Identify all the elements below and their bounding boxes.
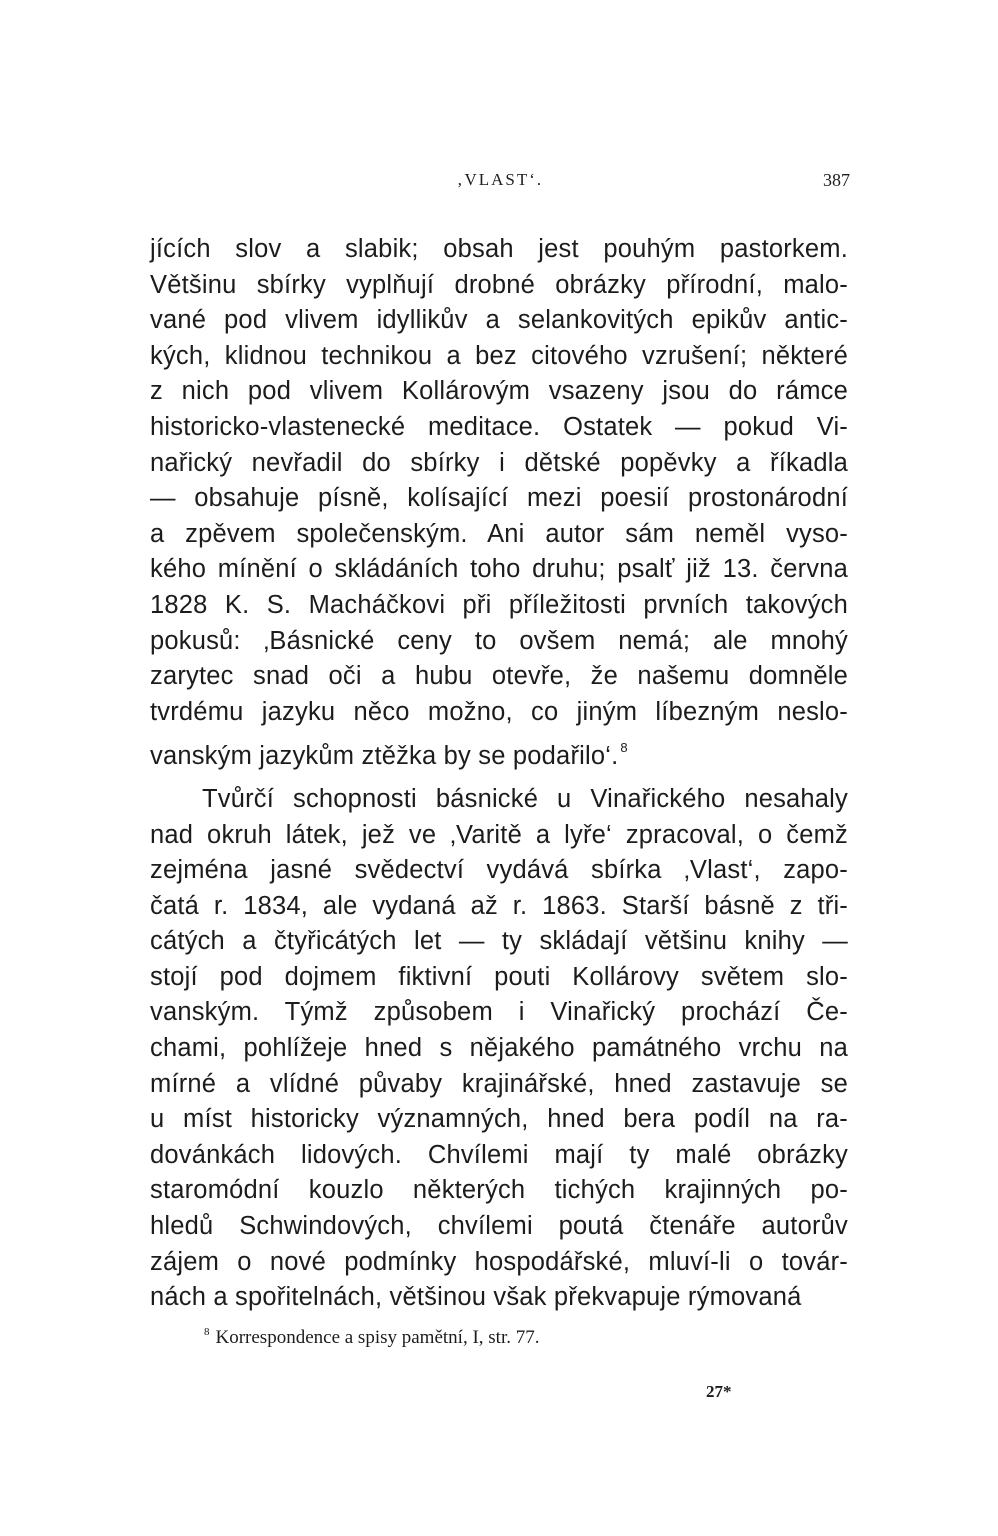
footnote-marker: 8 [204, 1326, 210, 1338]
text-line: jících slov a slabik; obsah jest pouhým pastorkem. [150, 235, 848, 263]
text-line: historicko-vlastenecké meditace. Ostatek — pokud Vi- [150, 412, 848, 441]
text-line: kého mínění o skládáních toho druhu; psalť již 13. června [150, 555, 848, 584]
text-line: pokusů: ‚Básnické ceny to ovšem nemá; ale mnohý [150, 626, 848, 655]
text-line: zejména jasné svědectví vydává sbírka ‚Vlast‘, zapo- [150, 856, 848, 885]
text-line: čatá r. 1834, ale vydaná až r. 1863. Starší básně z tři- [150, 891, 848, 920]
text-line: stojí pod dojmem fiktivní pouti Kollárovy světem slo- [150, 962, 848, 991]
text-line: cátých a čtyřicátých let — ty skládají většinu knihy — [150, 927, 848, 956]
text-line: nařický nevřadil do sbírky i dětské popěvky a říkadla [150, 448, 848, 477]
paragraph [150, 232, 848, 771]
text-line: Tvůrčí schopnosti básnické u Vinařického nesahaly [202, 784, 848, 813]
text-line: dovánkách lidových. Chvílemi mají ty malé obrázky [150, 1140, 848, 1169]
text-line: mírné a vlídné půvaby krajinářské, hned zastavuje se [150, 1069, 848, 1098]
paragraph [150, 782, 848, 1316]
text-line: Většinu sbírky vyplňují drobné obrázky přírodní, malo- [150, 270, 848, 299]
page-header [150, 170, 850, 200]
text-line: 1828 K. S. Macháčkovi při příležitosti prvních takových [150, 590, 848, 619]
running-head: ‚VLAST‘. [456, 170, 544, 189]
signature-mark: 27* [706, 1382, 732, 1401]
text-line: vané pod vlivem idyllikův a selankovitých epikův antic- [150, 306, 848, 335]
text-line: kých, klidnou technikou a bez citového vzrušení; některé [150, 341, 848, 370]
text-line: a zpěvem společenským. Ani autor sám neměl vyso- [150, 519, 848, 548]
text-line: nách a spořitelnách, většinou však překvapuje rýmovaná [150, 1283, 802, 1312]
text-line: chami, pohlížeje hned s nějakého památného vrchu na [150, 1034, 848, 1063]
text-line: zájem o nové podmínky hospodářské, mluví-li o továr- [150, 1247, 848, 1276]
text-line: z nich pod vlivem Kollárovým vsazeny jsou do rámce [150, 377, 848, 406]
footnote-reference: 8 [620, 740, 628, 756]
page-number: 387 [823, 170, 850, 190]
text-line: staromódní kouzlo některých tichých krajinných po- [150, 1176, 848, 1205]
text-line: — obsahuje písně, kolísající mezi poesií prostonárodní [150, 484, 848, 513]
text-line: hledů Schwindových, chvílemi poutá čtenáře autorův [150, 1212, 848, 1241]
text-line: zarytec snad oči a hubu otevře, že našemu domněle [150, 662, 848, 691]
text-line: vanským. Týmž způsobem i Vinařický prochází Če- [150, 998, 848, 1027]
text-line: vanským jazykům ztěžka by se podařilo‘. $^8$ [150, 740, 628, 771]
text-line: u míst historicky významných, hned bera podíl na ra- [150, 1105, 848, 1134]
text-line: tvrdému jazyku něco možno, co jiným líbezným neslo- [150, 697, 848, 726]
footnote-text: Korrespondence a spisy pamětní, I, str. 77. [215, 1327, 540, 1348]
body-text [150, 232, 848, 1316]
footnote [204, 1326, 844, 1349]
text-line: nad okruh látek, jež ve ‚Varitě a lyře‘ zpracoval, o čemž [150, 820, 848, 849]
